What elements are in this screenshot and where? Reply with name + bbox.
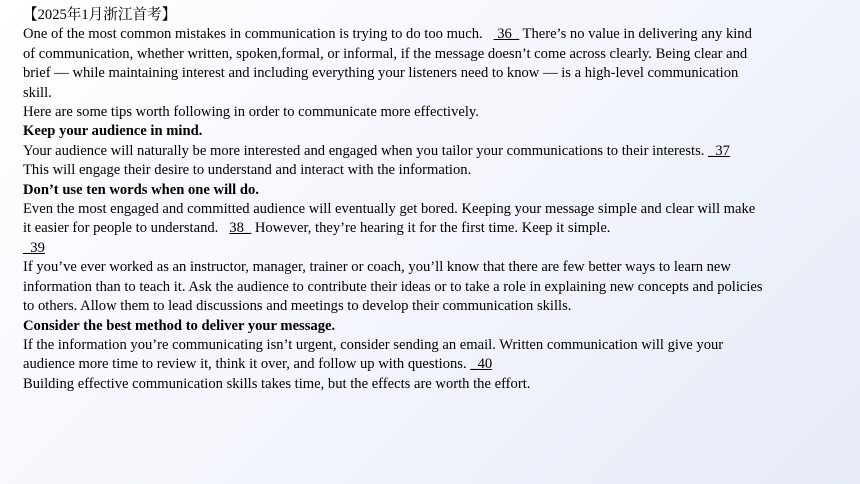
answer-blank[interactable]: _39 [23, 239, 45, 256]
passage-body [23, 25, 849, 394]
section-heading [23, 317, 849, 336]
text-segment: If the information you’re communicating isn’t urgent, consider sending an email. Written communication will give your [23, 336, 724, 353]
text-segment: There’s no value in delivering any kind [519, 26, 752, 43]
text-segment: However, they’re hearing it for the first time. Keep it simple. [251, 220, 611, 237]
passage [23, 6, 849, 394]
text-segment: it easier for people to understand. [23, 220, 230, 237]
answer-blank[interactable]: _40 [470, 356, 493, 373]
text-segment: Your audience will naturally be more interested and engaged when you tailor your communications to their interests. [23, 142, 709, 159]
answer-blank[interactable]: 38_ [229, 220, 252, 237]
section-heading [23, 122, 849, 141]
text-line [23, 45, 849, 64]
text-line [23, 200, 849, 219]
text-line [23, 142, 849, 161]
text-segment: information than to teach it. Ask the audience to contribute their ideas or to take a role in explaining new concepts and policies [23, 278, 763, 295]
text-segment: Keep your audience in mind. [23, 123, 203, 140]
text-line [23, 103, 849, 122]
text-line [23, 239, 849, 258]
text-segment: of communication, whether written, spoken,formal, or informal, if the message doesn’t come across clearly. Being clear and [23, 45, 748, 62]
text-line [23, 375, 849, 394]
text-segment: Here are some tips worth following in order to communicate more effectively. [23, 104, 479, 121]
section-heading [23, 181, 849, 200]
text-line [23, 355, 849, 374]
text-segment: brief — while maintaining interest and including everything your listeners need to know — is a high-level communication [23, 65, 739, 82]
text-segment: This will engage their desire to understand and interact with the information. [23, 162, 472, 179]
text-segment: If you’ve ever worked as an instructor, manager, trainer or coach, you’ll know that there are few better ways to learn new [23, 259, 731, 276]
text-segment: One of the most common mistakes in communication is trying to do too much. [23, 26, 494, 43]
text-line [23, 219, 849, 238]
text-line [23, 297, 849, 316]
text-line [23, 161, 849, 180]
text-segment: Consider the best method to deliver your message. [23, 317, 336, 334]
text-segment: to others. Allow them to lead discussions and meetings to develop their communication skills. [23, 298, 572, 315]
text-segment: Building effective communication skills takes time, but the effects are worth the effort. [23, 375, 531, 392]
source-tag: 【2025年1月浙江首考】 [23, 7, 177, 23]
text-segment: skill. [23, 84, 52, 101]
text-line [23, 336, 849, 355]
text-line [23, 64, 849, 83]
text-line [23, 84, 849, 103]
answer-blank[interactable]: 36_ [493, 26, 520, 43]
text-line [23, 258, 849, 277]
answer-blank[interactable]: _37 [708, 142, 730, 159]
text-segment: Even the most engaged and committed audience will eventually get bored. Keeping your message simple and clear will make [23, 201, 756, 218]
text-line [23, 278, 849, 297]
text-segment: audience more time to review it, think it over, and follow up with questions. [23, 356, 471, 373]
text-line [23, 25, 849, 44]
text-segment: Don’t use ten words when one will do. [23, 181, 259, 198]
